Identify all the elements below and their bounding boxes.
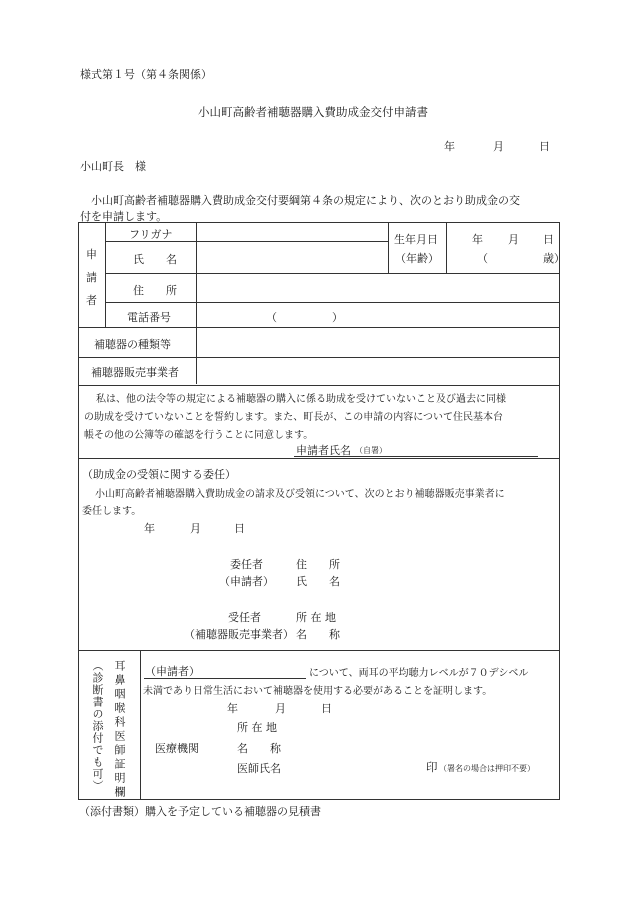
dob-month: 月 (508, 233, 519, 246)
dob-label: 生年月日 (394, 233, 438, 246)
delegation-heading: （助成金の受領に関する委任） (82, 468, 236, 481)
ent-applicant-paren: （申請者） (145, 665, 200, 678)
pledge-line-1: 私は、他の法令等の規定による補聴器の購入に係る助成を受けていないこと及び過去に同様 (96, 394, 506, 405)
ent-line-2: 未満であり日常生活において補聴器を使用する必要があることを証明します。 (143, 686, 493, 697)
form-number: 様式第１号（第４条関係） (80, 68, 212, 81)
principal-address-label: 住 所 (296, 558, 340, 571)
delegation-date-year: 年 (144, 522, 155, 535)
principal-name-label: 氏 名 (296, 575, 340, 588)
applicant-label-2: 請 (86, 271, 97, 284)
seal-mark: 印 (426, 760, 438, 774)
agent-sub: （補聴器販売事業者） (184, 628, 294, 641)
phone-label: 電話番号 (127, 311, 171, 324)
agent-name-label: 名 称 (296, 628, 340, 641)
dob-year: 年 (472, 233, 483, 246)
delegation-date-day: 日 (234, 522, 245, 535)
ent-date-day: 日 (321, 702, 332, 715)
name-label: 氏 名 (133, 253, 177, 266)
ent-institution-label: 医療機関 (155, 742, 199, 755)
delegation-date-month: 月 (190, 522, 201, 535)
ent-date-year: 年 (227, 702, 238, 715)
device-type-label: 補聴器の種類等 (94, 338, 171, 351)
principal-label: 委任者 (230, 558, 263, 571)
ent-location-label: 所 在 地 (237, 721, 277, 734)
dob-day: 日 (543, 233, 554, 246)
date-month: 月 (493, 140, 504, 153)
age-paren: （ 歳） (477, 252, 565, 265)
ent-vertical-label: 耳鼻咽喉科医師証明欄 (113, 660, 126, 800)
furigana-label: フリガナ (129, 228, 173, 241)
intro-text-2: 付を申請します。 (80, 210, 168, 223)
signature-note: （自署） (355, 446, 387, 455)
agent-label: 受任者 (228, 611, 261, 624)
intro-text: 小山町高齢者補聴器購入費助成金交付要綱第４条の規定により、次のとおり助成金の交 (91, 194, 520, 207)
date-year: 年 (444, 140, 455, 153)
applicant-label-1: 申 (86, 248, 97, 261)
delegation-line-2: 委任します。 (82, 506, 142, 517)
ent-doctor-label: 医師氏名 (237, 762, 281, 775)
phone-paren: （ ） (266, 311, 343, 324)
ent-vertical-note: （診断書の添付でも可） (91, 660, 104, 792)
pledge-line-2: の助成を受けていないことを誓約します。また、町長が、この申請の内容について住民基本台 (84, 412, 503, 423)
address-label: 住 所 (133, 284, 177, 297)
delegation-line-1: 小山町高齢者補聴器購入費助成金の請求及び受領について、次のとおり補聴器販売事業者に (95, 489, 505, 500)
signature-line (294, 456, 538, 457)
pledge-line-3: 帳その他の公簿等の確認を行うことに同意します。 (84, 430, 314, 441)
signature-label: 申請者氏名 (296, 444, 351, 457)
age-label: （年齢） (395, 252, 439, 265)
applicant-label-3: 者 (86, 294, 97, 307)
seal-note: （署名の場合は押印不要） (439, 764, 535, 773)
ent-date-month: 月 (275, 702, 286, 715)
attachment-note: （添付書類）購入を予定している補聴器の見積書 (79, 805, 321, 818)
addressee: 小山町長 様 (80, 160, 146, 173)
page-title: 小山町高齢者補聴器購入費助成金交付申請書 (198, 105, 428, 119)
seller-label: 補聴器販売事業者 (91, 366, 179, 379)
agent-location-label: 所 在 地 (296, 611, 336, 624)
date-day: 日 (539, 140, 550, 153)
ent-name-label: 名 称 (237, 742, 281, 755)
ent-line-1: について、両耳の平均聴力レベルが７０デシベル (309, 668, 529, 679)
principal-sub: （申請者） (219, 575, 274, 588)
ent-applicant-line (144, 678, 306, 679)
